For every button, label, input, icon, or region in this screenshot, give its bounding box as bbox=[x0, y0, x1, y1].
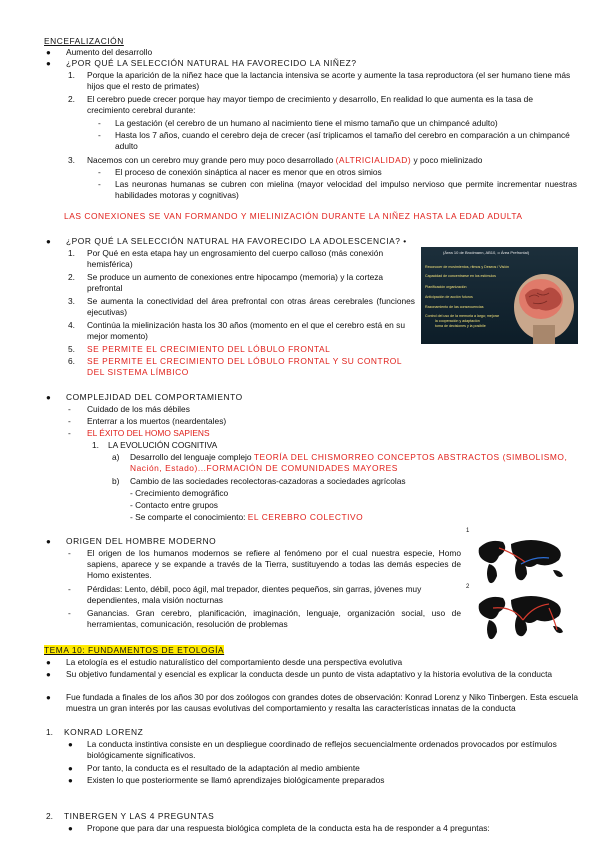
list-item: SE PERMITE EL CRECIMIENTO DEL LÓBULO FRONTAL Y SU CONTROL DEL SISTEMA LÍMBICO bbox=[87, 356, 402, 377]
dash-item: Enterrar a los muertos (neardentales) bbox=[87, 416, 227, 426]
highlight-term: (ALTRICIALIDAD) bbox=[335, 155, 412, 165]
sub-line: - Crecimiento demográfico bbox=[130, 488, 229, 498]
list-letter: a) bbox=[112, 452, 120, 462]
text-part: Nacemos con un cerebro muy grande pero muy poco desarrollado bbox=[87, 155, 336, 165]
image-caption: (Área 10 de Brodmann, AB10, o Área Prefrontal) bbox=[443, 250, 530, 255]
bullet-dot: ● bbox=[46, 693, 51, 702]
highlight-term: TEORÍA DEL CHISMORREO CONCEPTOS ABSTRACTOS (SIMBOLISMO, Nación, Estado)...FORMACIÓN DE COMUNIDADES MAYORES bbox=[130, 452, 568, 473]
bullet-dot: ● bbox=[68, 764, 73, 773]
sub-line: - Contacto entre grupos bbox=[130, 500, 218, 510]
bullet-dot: ● bbox=[46, 59, 51, 68]
world-map-illustration bbox=[465, 528, 579, 643]
list-number: 6. bbox=[68, 356, 75, 366]
bullet-item: La etología es el estudio naturalístico del comportamiento desde una perspectiva evolutiva bbox=[66, 657, 403, 667]
list-item: Porque la aparición de la niñez hace que la lactancia intensiva se acorte y aumente la tasa reproductora (el ser humano tiene más hijos que el resto de primates) bbox=[87, 70, 571, 91]
list-number: 2. bbox=[46, 811, 53, 821]
list-number: 3. bbox=[68, 155, 75, 165]
dash-item: Ganancias. Gran cerebro, planificación, imaginación, lenguaje, organización social, uso de herramientas, comunicación, resolución de problemas bbox=[87, 608, 461, 629]
image-list-item: Planificación organización bbox=[425, 285, 467, 289]
text-part: Desarrollo del lenguaje complejo bbox=[130, 452, 254, 462]
list-item: SE PERMITE EL CRECIMIENTO DEL LÓBULO FRONTAL bbox=[87, 344, 331, 354]
bullet-dot: ● bbox=[46, 537, 51, 546]
lettered-item: Cambio de las sociedades recolectoras-cazadoras a sociedades agrícolas bbox=[130, 476, 406, 486]
section-title: COMPLEJIDAD DEL COMPORTAMIENTO bbox=[66, 392, 243, 402]
dash-item: El origen de los humanos modernos se refiere al fenómeno por el cual nuestra especie, Homo sapiens, aparece y se expande a través de la Tierra, sustituyendo a todas las demás especies de Homo existentes. bbox=[87, 548, 461, 580]
list-item bbox=[87, 155, 482, 166]
bullet-dot: ● bbox=[46, 658, 51, 667]
list-item: Se aumenta la conectividad del área prefrontal con otras áreas cerebrales (funciones ejecutivas) bbox=[87, 296, 415, 317]
bullet-item: Existen lo que posteriormente se llamó aprendizajes biológicamente preparados bbox=[87, 775, 385, 785]
dash-item: Cuidado de los más débiles bbox=[87, 404, 190, 414]
bullet-dot: ● bbox=[46, 670, 51, 679]
dash-marker: - bbox=[98, 179, 101, 189]
list-item: El cerebro puede crecer porque hay mayor tiempo de crecimiento y desarrollo, En realidad lo que aumenta es la tasa de crecimiento cerebral durante: bbox=[87, 94, 533, 115]
list-number: 2. bbox=[68, 272, 75, 282]
list-number: 1. bbox=[68, 248, 75, 258]
image-list-item: la cooperación y adaptación bbox=[435, 319, 480, 323]
chapter-title bbox=[44, 645, 224, 656]
bullet-dot: ● bbox=[68, 776, 73, 785]
dash-marker: - bbox=[98, 130, 101, 140]
dash-marker: - bbox=[68, 584, 71, 594]
bullet-dot: ● bbox=[46, 393, 51, 402]
list-number: 1. bbox=[68, 70, 75, 80]
text-line: Aumento del desarrollo bbox=[66, 47, 153, 57]
list-number: 1. bbox=[46, 727, 53, 737]
bullet-dot: ● bbox=[68, 740, 73, 749]
conclusion-text: LAS CONEXIONES SE VAN FORMANDO Y MIELINIZACIÓN DURANTE LA NIÑEZ HASTA LA EDAD ADULTA bbox=[64, 211, 523, 221]
sub-item: La gestación (el cerebro de un humano al nacimiento tiene el mismo tamaño que un chimpancé adulto) bbox=[115, 118, 498, 128]
section-heading: ENCEFALIZACIÓN bbox=[44, 36, 124, 46]
bullet-dot: ● bbox=[46, 237, 51, 246]
list-number: 5. bbox=[68, 344, 75, 354]
image-list-item: Reconocer de movimientos, ritmos y Deseos / Visión bbox=[425, 265, 510, 269]
dash-item: EL ÉXITO DEL HOMO SAPIENS bbox=[87, 428, 210, 438]
bullet-item: Por tanto, la conducta es el resultado de la adaptación al medio ambiente bbox=[87, 763, 360, 773]
dash-marker: - bbox=[98, 118, 101, 128]
question-title: ¿POR QUÉ LA SELECCIÓN NATURAL HA FAVORECIDO LA ADOLESCENCIA? • bbox=[66, 236, 407, 246]
image-list-item: toma de decisiones y la posibile bbox=[435, 324, 486, 328]
subsection-title: TINBERGEN Y LAS 4 PREGUNTAS bbox=[64, 811, 215, 821]
list-number: 3. bbox=[68, 296, 75, 306]
map-label: 2 bbox=[466, 584, 470, 590]
dash-marker: - bbox=[68, 608, 71, 618]
bullet-item: Su objetivo fundamental y esencial es explicar la conducta desde un punto de vista adaptativo y la historia evolutiva de la conducta bbox=[66, 669, 553, 679]
list-item: Continúa la mielinización hasta los 30 años (momento en el que el cerebro está en su mejor momento) bbox=[87, 320, 405, 341]
section-title: ORIGEN DEL HOMBRE MODERNO bbox=[66, 536, 217, 546]
lettered-item bbox=[130, 452, 578, 474]
list-item: Por Qué en esta etapa hay un engrosamiento del cuerpo calloso (más conexión hemisférica) bbox=[87, 248, 384, 269]
highlight-term: EL CEREBRO COLECTIVO bbox=[247, 512, 364, 522]
dash-marker: - bbox=[68, 548, 71, 558]
bullet-dot: ● bbox=[46, 48, 51, 57]
subsection-title: LA EVOLUCIÓN COGNITIVA bbox=[108, 440, 218, 450]
sub-item: El proceso de conexión sináptica al nacer es menor que en otros simios bbox=[115, 167, 382, 177]
list-number: 2. bbox=[68, 94, 75, 104]
text-part: - Se comparte el conocimiento: bbox=[130, 512, 248, 522]
image-list-item: Anticipación de acción futuros bbox=[425, 295, 473, 299]
subsection-title: KONRAD LORENZ bbox=[64, 727, 144, 737]
map-label: 1 bbox=[466, 528, 470, 534]
sub-line bbox=[130, 512, 363, 523]
bullet-dot: ● bbox=[68, 824, 73, 833]
image-list-item: Control del uso de la memoria a largo; mejorar bbox=[425, 314, 500, 318]
bullet-item: Fue fundada a finales de los años 30 por dos zoólogos con grandes dotes de observación: Konrad Lorenz y Niko Tinbergen. Esta escuela muestra un gran interés por las causas evolutivas del comportamiento y resalta las características innatas de la conducta bbox=[66, 692, 578, 713]
image-list-item: Razonamiento de las consecuencias bbox=[425, 305, 484, 309]
list-number: 1. bbox=[92, 440, 99, 450]
dash-marker: - bbox=[98, 167, 101, 177]
sub-item: Hasta los 7 años, cuando el cerebro deja de crecer (así triplicamos el tamaño del cerebro en comparación a un chimpancé adulto bbox=[115, 130, 570, 151]
list-number: 4. bbox=[68, 320, 75, 330]
image-list-item: Capacidad de concentrarse en los estímulos bbox=[425, 274, 496, 278]
dash-item: Pérdidas: Lento, débil, poco ágil, mal trepador, dientes pequeños, sin garras, jóvenes muy dependientes, mala visión nocturnas bbox=[87, 584, 422, 605]
bullet-item: Propone que para dar una respuesta biológica completa de la conducta esta ha de responder a 4 preguntas: bbox=[87, 823, 490, 833]
human-migration-maps bbox=[465, 528, 579, 643]
brain-prefrontal-image bbox=[421, 247, 578, 344]
dash-marker: - bbox=[68, 428, 71, 438]
bullet-item: La conducta instintiva consiste en un despliegue coordinado de reflejos secuencialmente ordenados provocados por estímulos biológicamente significativos. bbox=[87, 739, 557, 760]
list-letter: b) bbox=[112, 476, 120, 486]
chapter-title-text: TEMA 10: FUNDAMENTOS DE ETOLOGÍA bbox=[44, 645, 225, 655]
dash-marker: - bbox=[68, 416, 71, 426]
text-part: y poco mielinizado bbox=[411, 155, 483, 165]
list-item: Se produce un aumento de conexiones entre hipocampo (memoria) y la corteza prefrontal bbox=[87, 272, 384, 293]
question-title: ¿POR QUÉ LA SELECCIÓN NATURAL HA FAVORECIDO LA NIÑEZ? bbox=[66, 58, 357, 68]
sub-item: Las neuronas humanas se cubren con mielina (mayor velocidad del impulso nervioso que permite incrementar nuestras habilidades motoras y cognitivas) bbox=[115, 179, 577, 200]
dash-marker: - bbox=[68, 404, 71, 414]
